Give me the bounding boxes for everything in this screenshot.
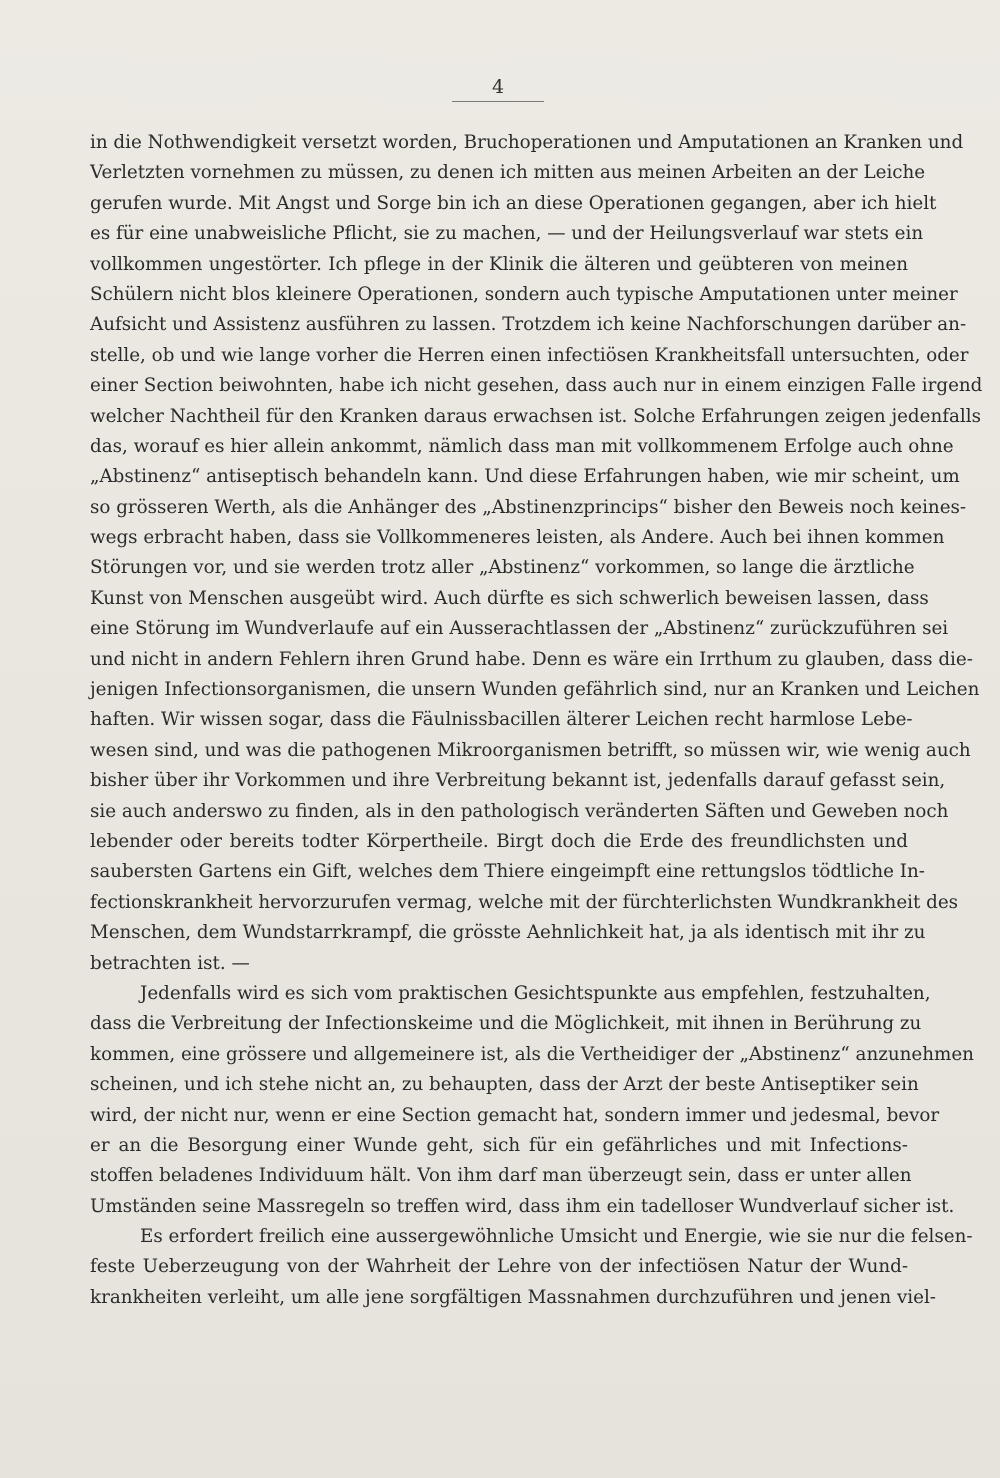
text-line: jenigen Infectionsorganismen, die unsern Wunden gefährlich sind, nur an Kranken und Leichen [90, 679, 980, 701]
text-line: es für eine unabweisliche Pflicht, sie zu machen, — und der Heilungsverlauf war stets ein [90, 223, 924, 245]
text-line: wesen sind, und was die pathogenen Mikroorganismen betrifft, so müssen wir, wie wenig auch [90, 739, 971, 761]
text-line: haften. Wir wissen sogar, dass die Fäulnissbacillen älterer Leichen recht harmlose Lebe- [90, 709, 913, 731]
text-line: Kunst von Menschen ausgeübt wird. Auch dürfte es sich schwerlich beweisen lassen, dass [90, 587, 929, 609]
paragraph-end-line: betrachten ist. — [90, 952, 250, 974]
text-line: wegs erbracht haben, dass sie Vollkommeneres leisten, als Andere. Auch bei ihnen kommen [90, 527, 945, 549]
text-line: einer Section beiwohnten, habe ich nicht gesehen, dass auch nur in einem einzigen Falle irgend [90, 375, 983, 397]
paragraph-start-line: Jedenfalls wird es sich vom praktischen Gesichtspunkte aus empfehlen, festzuhalten, [140, 982, 931, 1004]
text-line: Schülern nicht blos kleinere Operationen, sondern auch typische Amputationen unter meiner [90, 283, 958, 305]
text-line: so grösseren Werth, als die Anhänger des „Abstinenzprincips“ bisher den Beweis noch keines- [90, 496, 967, 518]
text-line: das, worauf es hier allein ankommt, nämlich dass man mit vollkommenem Erfolge auch ohne [90, 435, 954, 457]
text-line: vollkommen ungestörter. Ich pflege in der Klinik die älteren und geübteren von meinen [90, 253, 908, 275]
page-number: 4 [491, 76, 505, 98]
text-line: in die Nothwendigkeit versetzt worden, Bruchoperationen und Amputationen an Kranken und [90, 132, 964, 153]
text-line: „Abstinenz“ antiseptisch behandeln kann. Und diese Erfahrungen haben, wie mir scheint, um [90, 466, 960, 488]
text-line: scheinen, und ich stehe nicht an, zu behaupten, dass der Arzt der beste Antiseptiker sein [90, 1074, 919, 1096]
text-line: eine Störung im Wundverlaufe auf ein Ausserachtlassen der „Abstinenz“ zurückzuführen sei [90, 618, 949, 640]
text-line: sie auch anderswo zu finden, als in den pathologisch veränderten Säften und Geweben noch [90, 800, 949, 822]
text-line: er an die Besorgung einer Wunde geht, sich für ein gefährliches und mit Infections- [90, 1134, 908, 1156]
text-line: kommen, eine grössere und allgemeinere ist, als die Vertheidiger der „Abstinenz“ anzunehmen [90, 1043, 974, 1065]
text-line: welcher Nachtheil für den Kranken daraus erwachsen ist. Solche Erfahrungen zeigen jedenfalls [90, 405, 981, 427]
text-line: gerufen wurde. Mit Angst und Sorge bin ich an diese Operationen gegangen, aber ich hielt [90, 192, 937, 214]
paragraph-end-line: Umständen seine Massregeln so treffen wird, dass ihm ein tadelloser Wundverlauf sicher ist. [90, 1195, 955, 1217]
body-text [90, 128, 983, 1313]
text-line: stoffen beladenes Individuum hält. Von ihm darf man überzeugt sein, dass er unter allen [90, 1165, 912, 1187]
text-line: wird, der nicht nur, wenn er eine Section gemacht hat, sondern immer und jedesmal, bevor [90, 1104, 940, 1126]
header-rule [452, 101, 544, 102]
text-line: Störungen vor, und sie werden trotz aller „Abstinenz“ vorkommen, so lange die ärztliche [90, 557, 915, 579]
text-line: Aufsicht und Assistenz ausführen zu lassen. Trotzdem ich keine Nachforschungen darüber an- [90, 314, 967, 336]
text-line: lebender oder bereits todter Körpertheile. Birgt doch die Erde des freundlichsten und [90, 830, 908, 852]
text-line: fectionskrankheit hervorzurufen vermag, welche mit der fürchterlichsten Wundkrankheit des [90, 891, 959, 913]
text-line: krankheiten verleiht, um alle jene sorgfältigen Massnahmen durchzuführen und jenen viel- [90, 1286, 936, 1308]
text-line: dass die Verbreitung der Infectionskeime und die Möglichkeit, mit ihnen in Berührung zu [90, 1013, 922, 1035]
text-line: bisher über ihr Vorkommen und ihre Verbreitung bekannt ist, jedenfalls darauf gefasst sein, [90, 770, 946, 792]
text-line: saubersten Gartens ein Gift, welches dem Thiere eingeimpft eine rettungslos tödtliche In- [90, 861, 925, 883]
text-line: Verletzten vornehmen zu müssen, zu denen ich mitten aus meinen Arbeiten an der Leiche [90, 162, 926, 184]
paragraph-start-line: Es erfordert freilich eine aussergewöhnliche Umsicht und Energie, wie sie nur die felsen- [140, 1226, 973, 1248]
text-line: feste Ueberzeugung von der Wahrheit der Lehre von der infectiösen Natur der Wund- [90, 1256, 908, 1278]
text-line: stelle, ob und wie lange vorher die Herren einen infectiösen Krankheitsfall untersuchten, oder [90, 344, 969, 366]
text-line: und nicht in andern Fehlern ihren Grund habe. Denn es wäre ein Irrthum zu glauben, dass die- [90, 648, 973, 670]
text-line: Menschen, dem Wundstarrkrampf, die grösste Aehnlichkeit hat, ja als identisch mit ihr zu [90, 922, 926, 944]
